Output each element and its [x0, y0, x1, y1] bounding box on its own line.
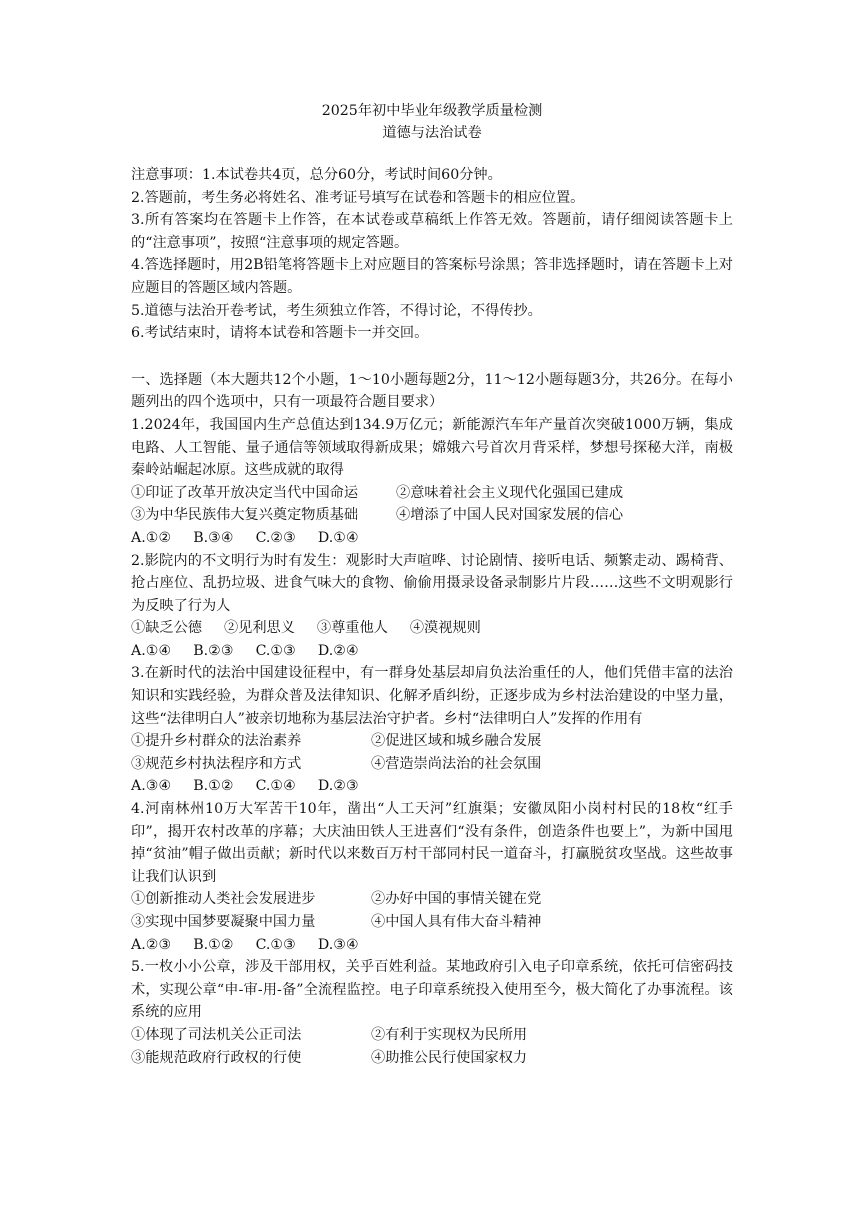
option: ③能规范政府行政权的行使: [131, 1049, 302, 1066]
notice-item: 注意事项：1.本试卷共4页，总分60分，考试时间60分钟。: [131, 167, 502, 183]
answer-choices: [131, 640, 733, 663]
option: ②办好中国的事情关键在党: [371, 891, 542, 908]
option: ①印证了改革开放决定当代中国命运: [131, 484, 359, 501]
option-row: [131, 730, 733, 753]
option-row: [131, 482, 733, 505]
answer-choice-d: D.②④: [317, 642, 359, 659]
question-stem: 5.一枚小小公章，涉及干部用权，关乎百姓利益。某地政府引入电子印章系统，依托可信密码技术，实现公章“申-审-用-备”全流程监控。电子印章系统投入使用至今，极大简化了办事流程。该系统的应用: [131, 959, 733, 1021]
notice-item: 5.道德与法治开卷考试，考生须独立作答，不得讨论，不得传抄。: [131, 302, 542, 319]
question-stem: 1.2024年，我国国内生产总值达到134.9万亿元；新能源汽车年产量首次突破1000万辆，集成电路、人工智能、量子通信等领域取得新成果；嫦娥六号首次月背采样，梦想号探秘大洋，南极秦岭站崛起冰原。这些成就的取得: [131, 416, 733, 479]
answer-choice-a: A.①②: [131, 529, 172, 546]
answer-choice-a: A.③④: [131, 778, 172, 795]
answer-choice-c: C.①③: [255, 936, 296, 953]
answer-choices: [131, 775, 733, 798]
option: ③实现中国梦要凝聚中国力量: [131, 914, 316, 930]
question-stem: 2.影院内的不文明行为时有发生：观影时大声喧哗、讨论剧情、接听电话、频繁走动、踢椅背、抢占座位、乱扔垃圾、进食气味大的食物、偷偷用摄录设备录制影片片段……这些不文明观影行为反映了行为人: [131, 552, 733, 614]
exam-subtitle: 道德与法治试卷: [382, 125, 482, 141]
answer-choice-c: C.①③: [255, 642, 296, 659]
question-5: [131, 956, 733, 1069]
exam-title: 2025年初中毕业年级教学质量检测: [321, 103, 543, 119]
answer-choice-d: D.①④: [317, 529, 359, 546]
option: ④漠视规则: [409, 620, 481, 637]
option-row: [131, 1024, 733, 1047]
option: ①创新推动人类社会发展进步: [131, 891, 316, 908]
answer-choice-d: D.②③: [317, 778, 359, 795]
option: ③尊重他人: [316, 620, 388, 637]
option: ③为中华民族伟大复兴奠定物质基础: [131, 507, 359, 524]
notice-item: 3.所有答案均在答题卡上作答，在本试卷或草稿纸上作答无效。答题前，请仔细阅读答题卡上的“注意事项”，按照“注意事项的规定答题。: [131, 212, 733, 251]
notice-section: [131, 164, 733, 345]
exam-page: [131, 100, 733, 1069]
answer-choices: [131, 934, 733, 957]
question-stem: 3.在新时代的法治中国建设征程中，有一群身处基层却肩负法治重任的人，他们凭借丰富的法治知识和实践经验，为群众普及法律知识、化解矛盾纠纷，正逐步成为乡村法治建设的中坚力量，这些“法律明白人”被亲切地称为基层法治守护者。乡村“法律明白人”发挥的作用有: [131, 665, 733, 727]
option-row: [131, 1047, 733, 1070]
option: ①缺乏公德: [131, 620, 202, 637]
answer-choice-b: B.①②: [193, 778, 234, 795]
option: ①提升乡村群众的法治素养: [131, 733, 302, 750]
answer-choices: [131, 527, 733, 550]
option: ②意味着社会主义现代化强国已建成: [396, 484, 624, 501]
question-3: [131, 662, 733, 798]
question-1: [131, 414, 733, 550]
answer-choice-b: B.②③: [193, 642, 234, 659]
option-row: [131, 888, 733, 911]
answer-choice-c: C.②③: [255, 529, 296, 546]
answer-choice-c: C.①④: [255, 778, 296, 795]
section-heading: 一、选择题（本大题共12个小题，1～10小题每题2分，11～12小题每题3分，共26分。在每小题列出的四个选项中，只有一项最符合题目要求）: [131, 371, 733, 411]
multiple-choice-section: [131, 369, 733, 1069]
answer-choice-a: A.①④: [131, 642, 172, 659]
notice-item: 2.答题前，考生务必将姓名、准考证号填写在试卷和答题卡的相应位置。: [131, 189, 585, 206]
option: ①体现了司法机关公正司法: [131, 1026, 302, 1043]
option: ④增添了中国人民对国家发展的信心: [396, 507, 624, 524]
option-row: [131, 504, 733, 527]
answer-choice-a: A.②③: [131, 936, 172, 953]
question-stem: 4.河南林州10万大军苦干10年，凿出“人工天河”红旗渠；安徽凤阳小岗村村民的18枚“红手印”，揭开农村改革的序幕；大庆油田铁人王进喜们“没有条件，创造条件也要上”，为新中国甩掉“贫油”帽子做出贡献；新时代以来数百万村干部同村民一道奋斗，打赢脱贫攻坚战。这些故事让我们认识到: [131, 801, 733, 885]
option: ②见利思义: [223, 620, 295, 637]
option: ④助推公民行使国家权力: [371, 1049, 528, 1066]
notice-item: 6.考试结束时，请将本试卷和答题卡一并交回。: [131, 325, 429, 342]
question-2: [131, 550, 733, 663]
answer-choice-b: B.③④: [193, 529, 234, 546]
option: ②促进区域和城乡融合发展: [371, 733, 542, 750]
option-row: [131, 617, 733, 640]
option: ②有利于实现权为民所用: [371, 1026, 528, 1043]
option-row: [131, 753, 733, 776]
option-row: [131, 911, 733, 934]
option: ④营造崇尚法治的社会氛围: [371, 755, 542, 772]
notice-item: 4.答选择题时，用2B铅笔将答题卡上对应题目的答案标号涂黑；答非选择题时，请在答题卡上对应题目的答题区域内答题。: [131, 257, 733, 296]
answer-choice-d: D.③④: [317, 936, 359, 953]
option: ③规范乡村执法程序和方式: [131, 755, 302, 772]
question-4: [131, 798, 733, 956]
option: ④中国人具有伟大奋斗精神: [371, 914, 542, 930]
answer-choice-b: B.①②: [193, 936, 234, 953]
